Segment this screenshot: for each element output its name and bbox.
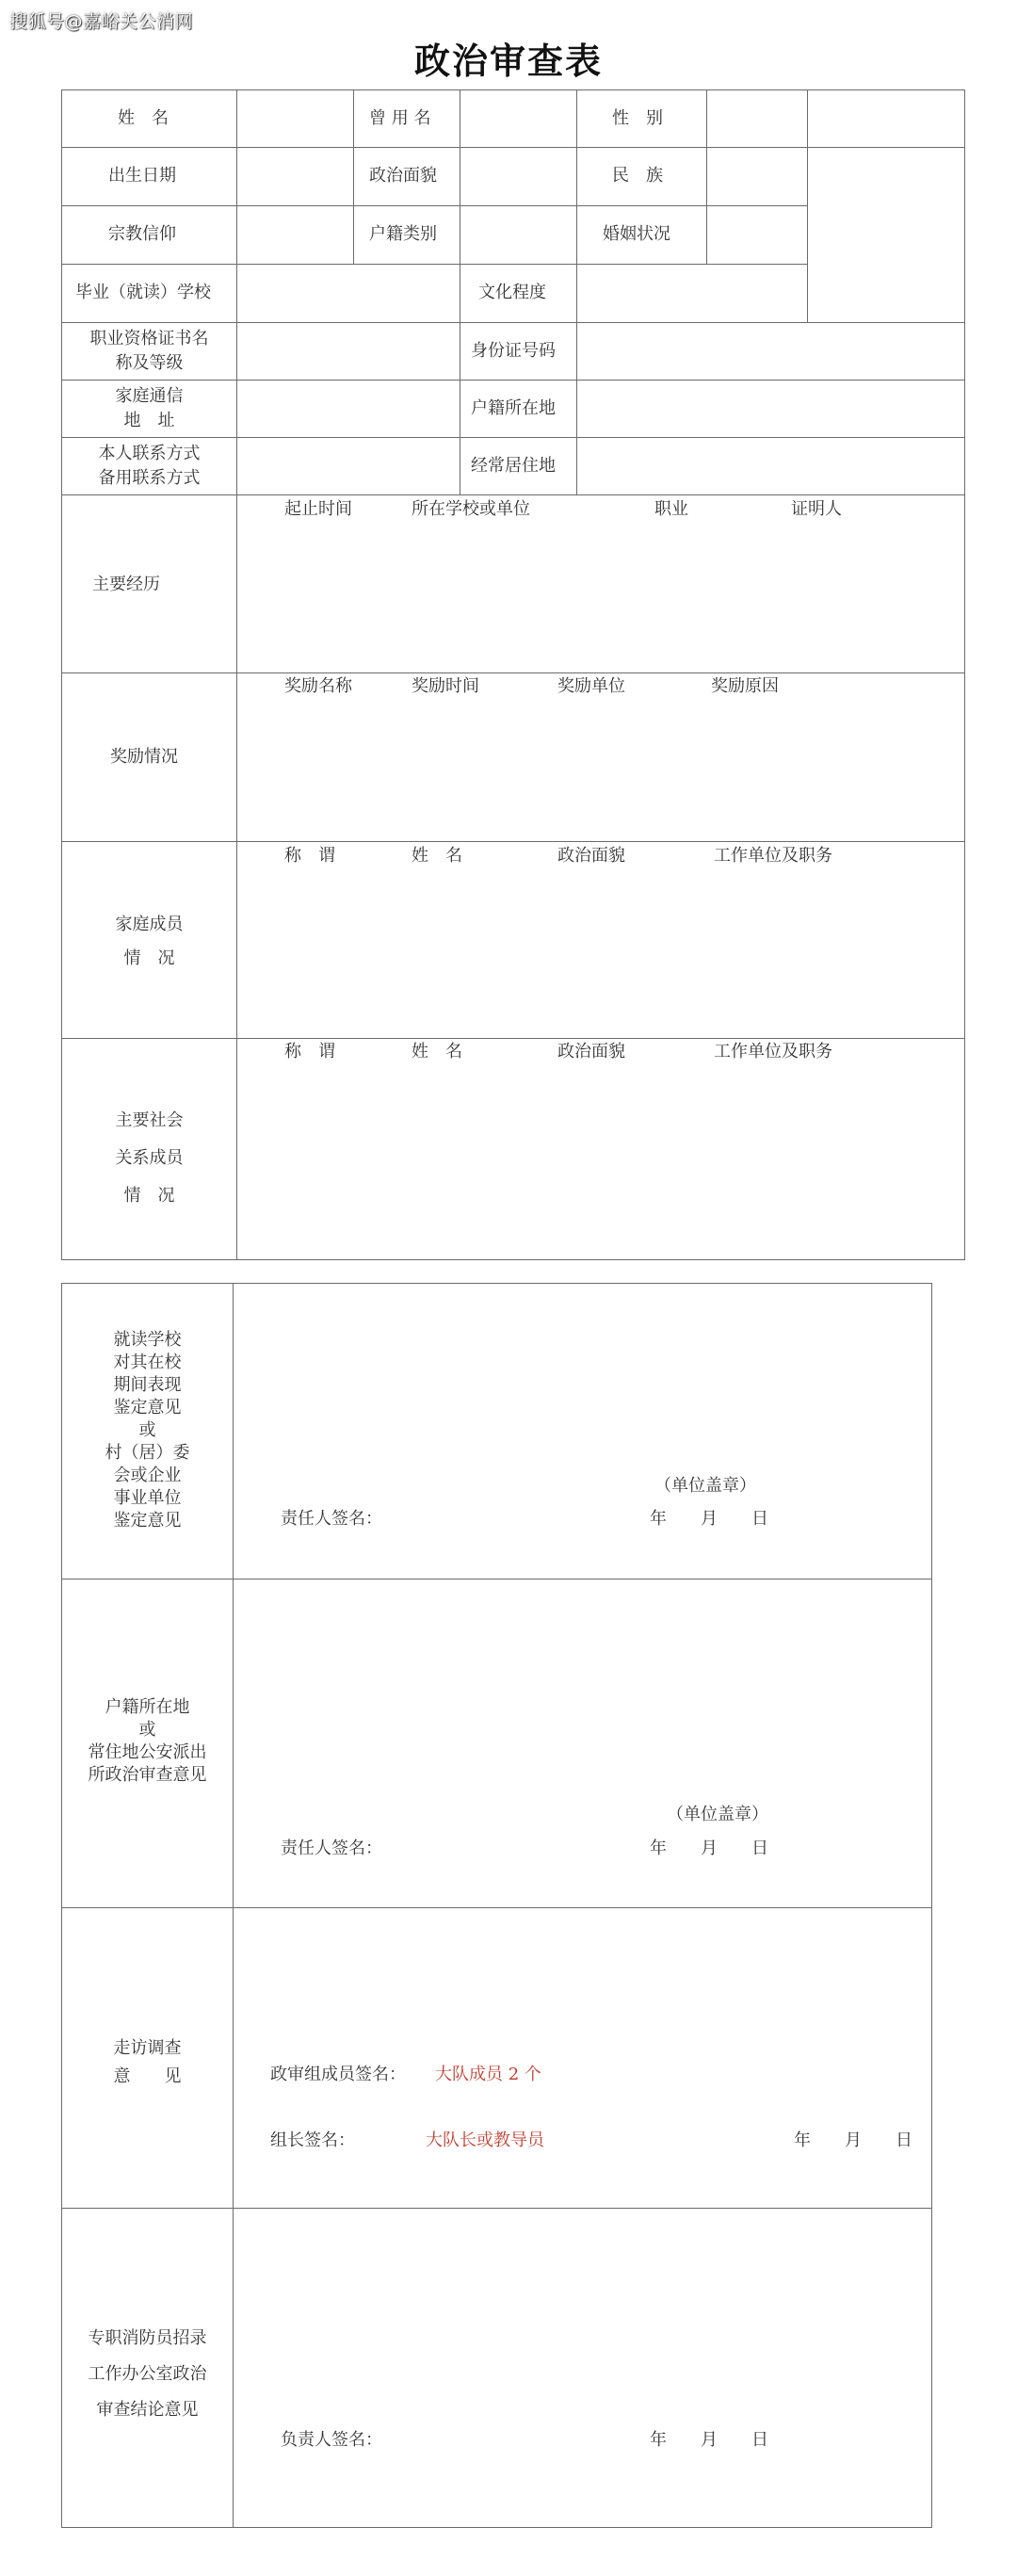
page-title: 政治审查表: [413, 41, 603, 82]
education-label: 文化程度: [478, 283, 546, 302]
name-label: 姓 名: [118, 108, 169, 128]
school-opinion-label: 就读学校 对其在校 期间表现 鉴定意见 或 村（居）委 会或企业 事业单位 鉴定意见: [105, 1330, 190, 1531]
id-number-label: 身份证号码: [471, 341, 556, 361]
experience-col-period: 起止时间: [284, 499, 352, 519]
office-opinion-signer: 负责人签名：: [281, 2430, 382, 2450]
family-label: 家庭成员 情 况: [115, 915, 184, 968]
school-opinion-seal: （单位盖章）: [654, 1476, 756, 1496]
awards-col-unit: 奖励单位: [557, 676, 625, 696]
experience-label: 主要经历: [92, 575, 160, 594]
watermark: 搜狐号@嘉峪关公消网: [9, 11, 194, 32]
awards-col-name: 奖励名称: [284, 676, 352, 696]
visit-member-label: 政审组成员签名：: [270, 2065, 406, 2084]
school-opinion-signer: 责任人签名：: [281, 1509, 382, 1529]
police-opinion-label: 户籍所在地 或 常住地公安派出 所政治审查意见: [88, 1697, 207, 1785]
office-opinion-label: 专职消防员招录 工作办公室政治 审查结论意见: [88, 2328, 207, 2420]
residence-label: 经常居住地: [471, 456, 556, 476]
hukou-type-label: 户籍类别: [369, 224, 437, 244]
religion-label: 宗教信仰: [108, 224, 176, 244]
office-opinion-date: 年 月 日: [650, 2430, 768, 2450]
awards-col-time: 奖励时间: [412, 676, 479, 696]
social-col-work: 工作单位及职务: [714, 1042, 832, 1061]
gender-label: 性 别: [612, 108, 663, 128]
awards-label: 奖励情况: [110, 747, 178, 767]
social-col-political: 政治面貌: [557, 1042, 625, 1061]
visit-leader-value: 大队长或教导员: [426, 2130, 544, 2150]
school-opinion-date: 年 月 日: [650, 1509, 768, 1529]
family-col-relation: 称 谓: [284, 846, 335, 866]
social-col-name: 姓 名: [412, 1042, 462, 1061]
visit-leader-label: 组长签名：: [270, 2130, 355, 2150]
social-label: 主要社会 关系成员 情 况: [115, 1110, 184, 1206]
alias-label: 曾 用 名: [369, 108, 431, 128]
police-opinion-seal: （单位盖章）: [667, 1805, 768, 1824]
awards-col-reason: 奖励原因: [711, 676, 779, 696]
police-opinion-signer: 责任人签名：: [281, 1839, 382, 1858]
school-label: 毕业（就读）学校: [75, 283, 211, 302]
family-col-political: 政治面貌: [557, 846, 625, 866]
family-col-work: 工作单位及职务: [714, 846, 832, 866]
political-status-label: 政治面貌: [369, 166, 437, 186]
certificate-label: 职业资格证书名 称及等级: [89, 329, 209, 374]
social-col-relation: 称 谓: [284, 1042, 335, 1061]
family-col-name: 姓 名: [412, 846, 462, 866]
experience-col-job: 职业: [654, 499, 688, 519]
marital-status-label: 婚姻状况: [603, 224, 670, 244]
family-address-label: 家庭通信 地 址: [115, 386, 184, 431]
contact-label: 本人联系方式 备用联系方式: [98, 444, 201, 489]
birth-date-label: 出生日期: [108, 166, 176, 186]
visit-opinion-label: 走访调查 意 见: [113, 2038, 182, 2086]
experience-col-school: 所在学校或单位: [412, 499, 530, 519]
experience-col-witness: 证明人: [791, 499, 842, 519]
visit-member-value: 大队成员 2 个: [435, 2065, 541, 2084]
ethnicity-label: 民 族: [612, 166, 663, 186]
hukou-place-label: 户籍所在地: [471, 398, 556, 418]
police-opinion-date: 年 月 日: [650, 1839, 768, 1858]
visit-date: 年 月 日: [794, 2130, 912, 2150]
